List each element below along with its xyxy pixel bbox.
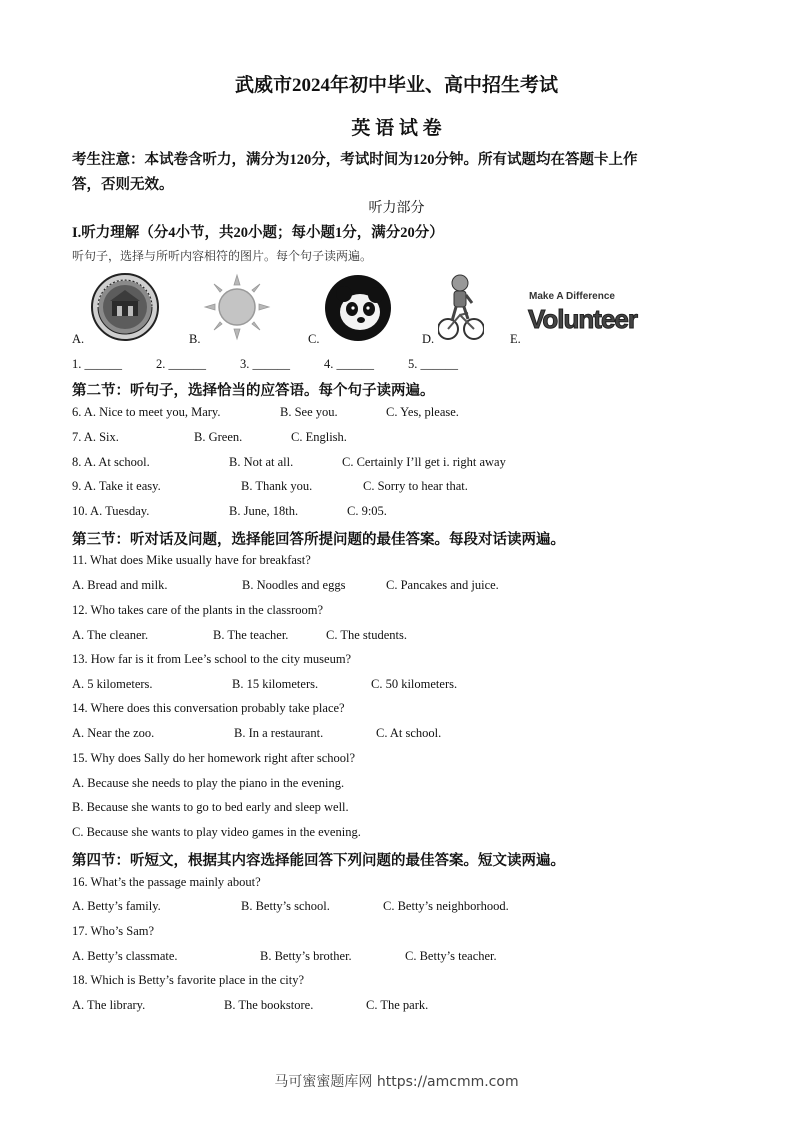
exam-title: 武威市2024年初中毕业、高中招生考试	[234, 75, 558, 96]
q16-option-c: C. Betty’s neighborhood.	[383, 899, 509, 913]
picture-d-cyclist	[438, 273, 484, 343]
footer-watermark[interactable]: 马可蜜蜜题库网 https://amcmm.com	[274, 1074, 519, 1090]
q18-question: 18. Which is Betty’s favorite place in the city?	[72, 973, 304, 987]
picture-label-d: D.	[422, 332, 435, 346]
q10-option-a: 10. A. Tuesday.	[72, 504, 150, 518]
q13-option-a: A. 5 kilometers.	[72, 677, 153, 691]
section1-instruction: 听句子，选择与所听内容相符的图片。每个句子读两遍。	[72, 249, 373, 263]
q8-option-b: B. Not at all.	[229, 455, 294, 469]
q9-option-b: B. Thank you.	[241, 479, 313, 493]
section3-heading: 第三节：听对话及问题，选择能回答所提问题的最佳答案。每段对话读两遍。	[72, 532, 565, 548]
q14-option-a: A. Near the zoo.	[72, 726, 155, 740]
q12-question: 12. Who takes care of the plants in the classroom?	[72, 603, 324, 617]
picture-c-panda	[324, 274, 392, 342]
notice-line1: 考生注意：本试卷含听力，满分为120分，考试时间为120分钟。所有试题均在答题卡上作	[72, 152, 638, 168]
q12-option-a: A. The cleaner.	[72, 628, 149, 642]
picture-label-b: B.	[189, 332, 201, 346]
answer-blank-3[interactable]: 3. ______	[240, 357, 290, 371]
answer-blank-2[interactable]: 2. ______	[156, 357, 206, 371]
picture-a-seal	[90, 272, 160, 342]
q17-question: 17. Who’s Sam?	[72, 924, 155, 938]
q14-option-b: B. In a restaurant.	[234, 726, 324, 740]
q11-option-c: C. Pancakes and juice.	[386, 578, 499, 592]
q13-option-b: B. 15 kilometers.	[232, 677, 319, 691]
part-heading: 听力部分	[368, 201, 425, 216]
q18-option-b: B. The bookstore.	[224, 998, 314, 1012]
q15-question: 15. Why does Sally do her homework right after school?	[72, 751, 356, 765]
q17-option-b: B. Betty’s brother.	[260, 949, 352, 963]
q15-option-c: C. Because she wants to play video games in the evening.	[72, 825, 361, 839]
q12-option-b: B. The teacher.	[213, 628, 289, 642]
q6-option-a: 6. A. Nice to meet you, Mary.	[72, 405, 221, 419]
q9-option-a: 9. A. Take it easy.	[72, 479, 161, 493]
q12-option-c: C. The students.	[326, 628, 408, 642]
picture-label-a: A.	[72, 332, 85, 346]
q10-option-c: C. 9:05.	[347, 504, 387, 518]
q6-option-b: B. See you.	[280, 405, 338, 419]
q7-option-a: 7. A. Six.	[72, 430, 119, 444]
volunteer-tagline: Make A Difference	[529, 291, 615, 302]
q8-option-c: C. Certainly I’ll get i. right away	[342, 455, 506, 469]
q15-option-a: A. Because she needs to play the piano in the evening.	[72, 776, 345, 790]
answer-blank-5[interactable]: 5. ______	[408, 357, 458, 371]
answer-blank-4[interactable]: 4. ______	[324, 357, 374, 371]
q13-question: 13. How far is it from Lee’s school to the city museum?	[72, 652, 352, 666]
q11-option-a: A. Bread and milk.	[72, 578, 168, 592]
section1-heading: I.听力理解（分4小节，共20小题；每小题1分，满分20分）	[72, 225, 444, 241]
q14-question: 14. Where does this conversation probably take place?	[72, 701, 345, 715]
q18-option-c: C. The park.	[366, 998, 429, 1012]
picture-label-e: E.	[510, 332, 521, 346]
answer-blank-1[interactable]: 1. ______	[72, 357, 122, 371]
q6-option-c: C. Yes, please.	[386, 405, 459, 419]
q16-option-b: B. Betty’s school.	[241, 899, 330, 913]
q11-option-b: B. Noodles and eggs	[242, 578, 346, 592]
q16-question: 16. What’s the passage mainly about?	[72, 875, 261, 889]
q15-option-b: B. Because she wants to go to bed early and sleep well.	[72, 800, 349, 814]
q13-option-c: C. 50 kilometers.	[371, 677, 458, 691]
q7-option-b: B. Green.	[194, 430, 243, 444]
q14-option-c: C. At school.	[376, 726, 442, 740]
q7-option-c: C. English.	[291, 430, 347, 444]
q16-option-a: A. Betty’s family.	[72, 899, 161, 913]
volunteer-word: Volunteer	[528, 304, 637, 334]
q11-question: 11. What does Mike usually have for breakfast?	[72, 553, 311, 567]
q9-option-c: C. Sorry to hear that.	[363, 479, 468, 493]
section4-heading: 第四节：听短文，根据其内容选择能回答下列问题的最佳答案。短文读两遍。	[72, 853, 565, 869]
picture-label-c: C.	[308, 332, 320, 346]
picture-b-sun	[203, 273, 271, 341]
q17-option-a: A. Betty’s classmate.	[72, 949, 178, 963]
q8-option-a: 8. A. At school.	[72, 455, 150, 469]
notice-line2: 答，否则无效。	[72, 177, 174, 193]
q10-option-b: B. June, 18th.	[229, 504, 299, 518]
q18-option-a: A. The library.	[72, 998, 146, 1012]
section2-heading: 第二节：听句子，选择恰当的应答语。每个句子读两遍。	[72, 383, 435, 399]
q17-option-c: C. Betty’s teacher.	[405, 949, 497, 963]
exam-subtitle: 英 语 试 卷	[351, 118, 442, 139]
